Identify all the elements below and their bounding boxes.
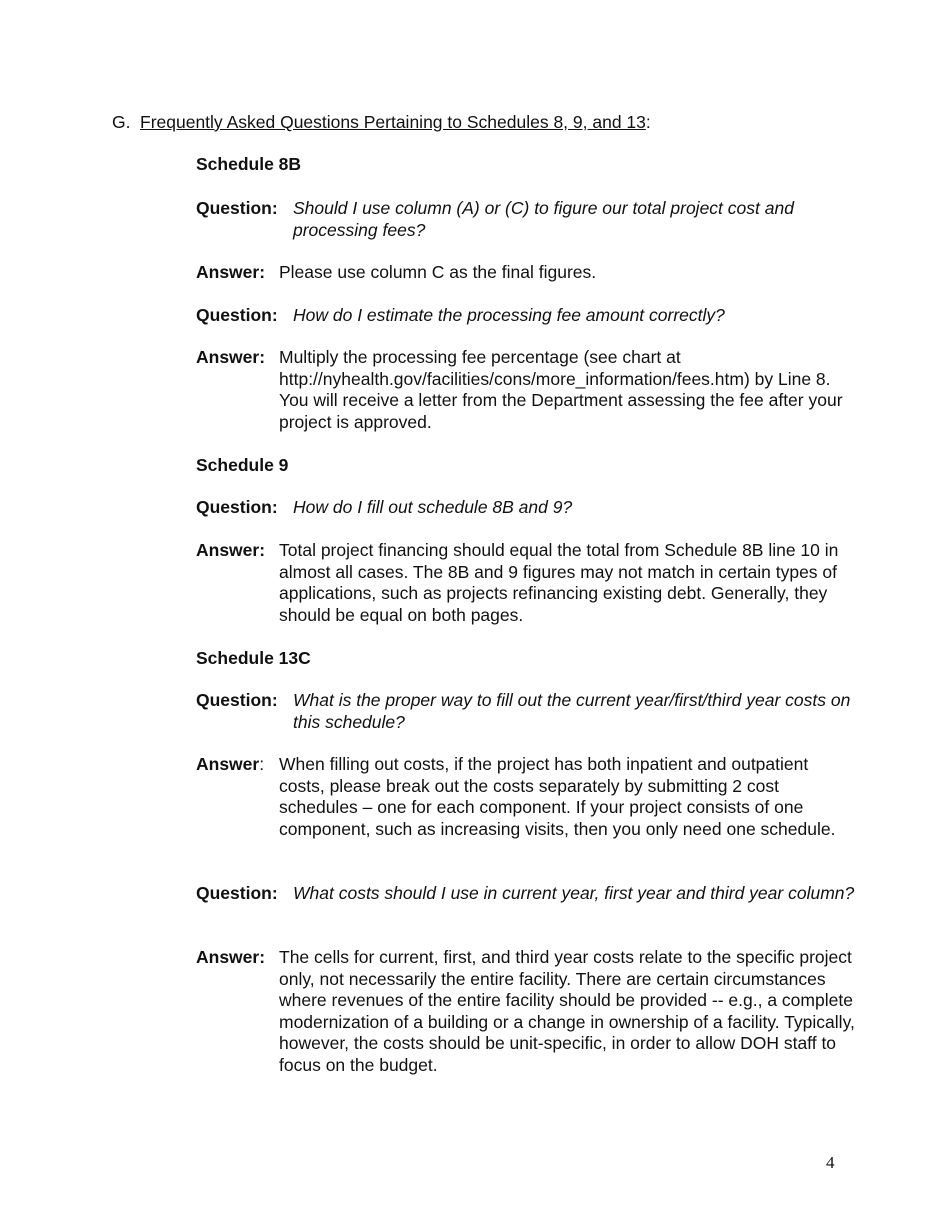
answer-label-word: Answer <box>196 754 260 774</box>
faq-answer <box>196 262 856 284</box>
section-title-colon: : <box>645 112 651 132</box>
question-text: Should I use column (A) or (C) to figure our total project cost and processing fees? <box>293 198 794 240</box>
section-title: Frequently Asked Questions Pertaining to Schedules 8, 9, and 13 <box>140 112 646 132</box>
answer-label <box>196 754 264 776</box>
schedule-13c-heading-block <box>196 648 856 670</box>
faq-answer <box>196 540 856 626</box>
section-heading <box>112 112 651 134</box>
faq-answer <box>196 347 856 433</box>
question-label: Question: <box>196 690 278 710</box>
answer-label: Answer: <box>196 347 266 367</box>
question-text: How do I estimate the processing fee amount correctly? <box>293 305 725 325</box>
question-text: What costs should I use in current year, first year and third year column? <box>293 883 855 903</box>
faq-question <box>196 305 856 327</box>
schedule-heading: Schedule 9 <box>196 455 289 475</box>
question-label: Question: <box>196 883 278 903</box>
question-label: Question: <box>196 305 278 325</box>
question-label: Question: <box>196 497 278 517</box>
faq-question <box>196 883 856 905</box>
answer-text: Multiply the processing fee percentage (see chart at http://nyhealth.gov/facilities/cons/more_information/fees.htm) by Line 8. You will receive a letter from the Department assessing the fee after your project is approved. <box>279 347 843 432</box>
answer-text: When filling out costs, if the project has both inpatient and outpatient costs, please break out the costs separately by submitting 2 cost schedules – one for each component. If your project consists of one component, such as increasing visits, then you only need one schedule. <box>279 754 836 839</box>
answer-text: Please use column C as the final figures. <box>279 262 597 282</box>
question-text: How do I fill out schedule 8B and 9? <box>293 497 573 517</box>
faq-question <box>196 198 856 241</box>
answer-text: Total project financing should equal the total from Schedule 8B line 10 in almost all cases. The 8B and 9 figures may not match in certain types of applications, such as projects refinancing existing debt. Generally, they should be equal on both pages. <box>279 540 839 625</box>
page-number: 4 <box>826 1153 835 1172</box>
answer-label-colon: : <box>259 754 265 774</box>
faq-answer <box>196 947 856 1077</box>
schedule-heading: Schedule 8B <box>196 154 302 174</box>
schedule-8b-heading-block <box>196 154 856 176</box>
question-text: What is the proper way to fill out the current year/first/third year costs on this schedule? <box>293 690 851 732</box>
section-letter: G. <box>112 112 131 132</box>
answer-label: Answer: <box>196 947 266 967</box>
question-label: Question: <box>196 198 278 218</box>
answer-label: Answer: <box>196 540 266 560</box>
faq-answer <box>196 754 856 840</box>
faq-question <box>196 497 856 519</box>
answer-text: The cells for current, first, and third year costs relate to the specific project only, not necessarily the entire facility. There are certain circumstances where revenues of the entire facility should be provided -- e.g., a complete modernization of a building or a change in ownership of a facility. Typically, however, the costs should be unit-specific, in order to allow DOH staff to focus on the budget. <box>279 947 855 1075</box>
faq-question <box>196 690 856 733</box>
schedule-heading: Schedule 13C <box>196 648 311 668</box>
answer-label: Answer: <box>196 262 266 282</box>
schedule-9-heading-block <box>196 455 856 477</box>
